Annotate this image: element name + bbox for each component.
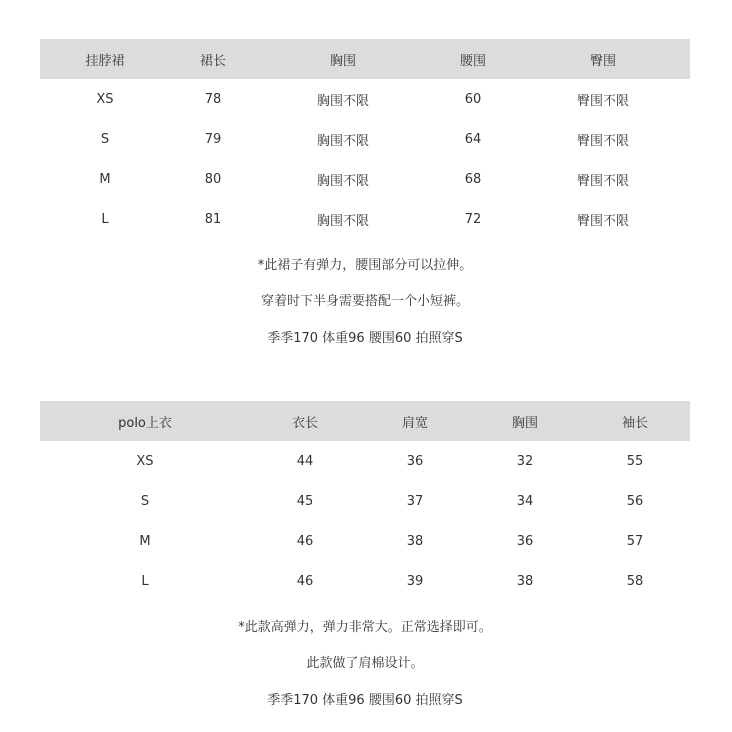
table-row bbox=[40, 79, 690, 119]
column-header: 袖长 bbox=[580, 401, 690, 441]
table-cell: 68 bbox=[464, 171, 482, 187]
table-cell: S bbox=[140, 493, 150, 509]
table-cell: 60 bbox=[464, 91, 482, 107]
table-cell: 44 bbox=[296, 453, 314, 469]
table-cell: L bbox=[101, 211, 109, 227]
table-cell: 81 bbox=[204, 211, 222, 227]
table-cell: S bbox=[100, 131, 110, 147]
table-row bbox=[40, 521, 690, 561]
table-cell: 56 bbox=[626, 493, 644, 509]
table-cell: 胸围不限 bbox=[316, 133, 369, 149]
column-header: 胸围 bbox=[470, 401, 580, 441]
table-cell: 39 bbox=[406, 573, 424, 589]
table-cell: 38 bbox=[406, 533, 424, 549]
table-cell: XS bbox=[136, 453, 154, 469]
table-cell: 36 bbox=[406, 453, 424, 469]
table-cell: 45 bbox=[296, 493, 314, 509]
table-cell: 79 bbox=[204, 131, 222, 147]
skirt-note-shorts: 穿着时下半身需要搭配一个小短裤。 bbox=[260, 294, 469, 309]
table-header-row bbox=[40, 39, 690, 79]
table-row bbox=[40, 481, 690, 521]
column-header: 挂脖裙 bbox=[40, 39, 170, 79]
table-cell: 胸围不限 bbox=[316, 93, 369, 109]
table-cell: 58 bbox=[626, 573, 644, 589]
table-cell: L bbox=[141, 573, 149, 589]
column-header: 腰围 bbox=[430, 39, 516, 79]
table-cell: XS bbox=[96, 91, 114, 107]
table-cell: M bbox=[139, 533, 151, 549]
table-cell: 72 bbox=[464, 211, 482, 227]
table-cell: 55 bbox=[626, 453, 644, 469]
column-header: 裙长 bbox=[170, 39, 256, 79]
table-cell: 78 bbox=[204, 91, 222, 107]
polo-note-shoulder: 此款做了肩棉设计。 bbox=[306, 656, 424, 671]
table-cell: 臀围不限 bbox=[576, 133, 629, 149]
table-cell: 46 bbox=[296, 533, 314, 549]
column-header: 肩宽 bbox=[360, 401, 470, 441]
table-cell: 46 bbox=[296, 573, 314, 589]
skirt-note-stretch: *此裙子有弹力，腰围部分可以拉伸。 bbox=[257, 258, 473, 273]
table-cell: 38 bbox=[516, 573, 534, 589]
skirt-size-table bbox=[40, 39, 690, 239]
table-cell: 胸围不限 bbox=[316, 213, 369, 229]
polo-note-model: 季季170 体重96 腰围60 拍照穿S bbox=[267, 693, 463, 708]
table-header-row bbox=[40, 401, 690, 441]
table-cell: 臀围不限 bbox=[576, 213, 629, 229]
table-row bbox=[40, 199, 690, 239]
table-cell: 32 bbox=[516, 453, 534, 469]
table-row bbox=[40, 119, 690, 159]
column-header: 胸围 bbox=[256, 39, 430, 79]
table-cell: 臀围不限 bbox=[576, 93, 629, 109]
column-header: polo上衣 bbox=[40, 401, 250, 441]
table-cell: M bbox=[99, 171, 111, 187]
table-cell: 34 bbox=[516, 493, 534, 509]
polo-note-stretch: *此款高弹力，弹力非常大。正常选择即可。 bbox=[238, 620, 492, 635]
table-row bbox=[40, 159, 690, 199]
table-cell: 64 bbox=[464, 131, 482, 147]
table-cell: 36 bbox=[516, 533, 534, 549]
polo-size-table bbox=[40, 401, 690, 601]
table-cell: 胸围不限 bbox=[316, 173, 369, 189]
table-cell: 37 bbox=[406, 493, 424, 509]
column-header: 衣长 bbox=[250, 401, 360, 441]
table-row bbox=[40, 441, 690, 481]
skirt-note-model: 季季170 体重96 腰围60 拍照穿S bbox=[267, 331, 463, 346]
table-row bbox=[40, 561, 690, 601]
table-cell: 57 bbox=[626, 533, 644, 549]
column-header: 臀围 bbox=[516, 39, 690, 79]
table-cell: 臀围不限 bbox=[576, 173, 629, 189]
table-cell: 80 bbox=[204, 171, 222, 187]
